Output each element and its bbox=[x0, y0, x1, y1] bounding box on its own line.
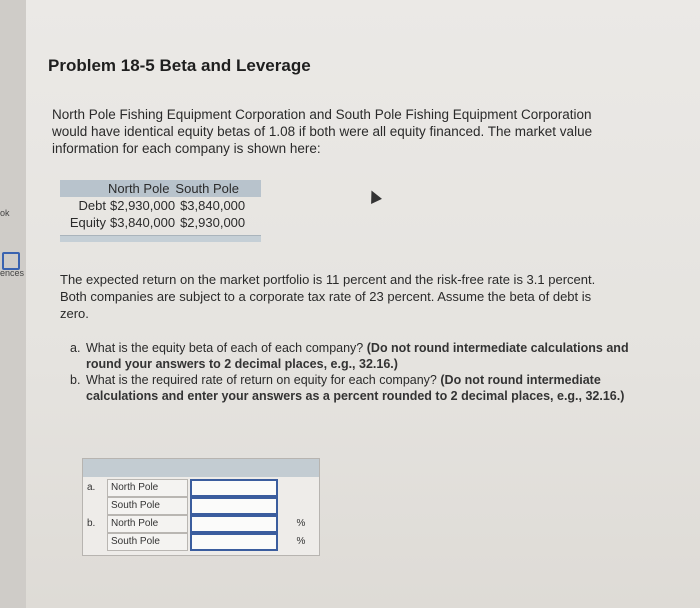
question-b-instruction: (Do not round intermediate calculations and enter your answers as a percent rounded to 2 decimal places, e.g., 32.16.) bbox=[86, 373, 625, 403]
answer-row bbox=[83, 479, 319, 497]
debt-south: $3,840,000 bbox=[180, 198, 246, 213]
answer-table bbox=[82, 458, 320, 556]
market-value-table bbox=[60, 180, 261, 242]
part-label bbox=[83, 497, 107, 515]
unit-label bbox=[290, 479, 312, 497]
answer-row bbox=[83, 515, 319, 533]
table-bottom-bar bbox=[60, 235, 261, 242]
answer-input-b-north[interactable] bbox=[190, 515, 278, 533]
company-label: South Pole bbox=[107, 497, 188, 515]
market-row-equity bbox=[60, 214, 261, 231]
answer-row bbox=[83, 533, 319, 551]
part-label: a. bbox=[87, 482, 96, 493]
sidebar-label-ok[interactable]: ok bbox=[0, 208, 10, 218]
market-row-debt bbox=[60, 197, 261, 214]
sidebar-label-ences[interactable]: ences bbox=[0, 268, 25, 278]
company-label: North Pole bbox=[107, 479, 188, 497]
company-label: North Pole bbox=[107, 515, 188, 533]
answer-input-a-north[interactable] bbox=[190, 479, 278, 497]
question-a-text: What is the equity beta of each of each company? bbox=[86, 341, 364, 355]
debt-north: $2,930,000 bbox=[110, 198, 176, 213]
header-north-pole: North Pole bbox=[108, 181, 170, 196]
market-table-header bbox=[60, 180, 261, 197]
percent-label: % bbox=[296, 518, 306, 529]
problem-title: Problem 18-5 Beta and Leverage bbox=[48, 56, 311, 75]
question-marker: a. bbox=[70, 341, 81, 355]
mouse-cursor-icon bbox=[366, 188, 382, 204]
row-label: Debt bbox=[78, 198, 106, 213]
answer-table-header bbox=[83, 459, 319, 477]
part-label bbox=[83, 533, 107, 551]
unit-label bbox=[290, 497, 312, 515]
problem-intro: North Pole Fishing Equipment Corporation and South Pole Fishing Equipment Corporation would have identical equity betas of 1.08 if both were all equity financed. The market value information for each company is shown here: bbox=[52, 107, 593, 156]
problem-page bbox=[26, 0, 700, 608]
question-b bbox=[70, 372, 630, 404]
company-label: South Pole bbox=[107, 533, 188, 551]
question-a bbox=[70, 340, 630, 372]
part-label: b. bbox=[87, 518, 96, 529]
percent-label: % bbox=[296, 536, 306, 547]
left-sidebar-strip bbox=[0, 0, 27, 608]
row-label: Equity bbox=[69, 215, 106, 230]
answer-input-a-south[interactable] bbox=[190, 497, 278, 515]
header-south-pole: South Pole bbox=[175, 181, 240, 196]
questions-list bbox=[70, 340, 630, 404]
equity-south: $2,930,000 bbox=[180, 215, 246, 230]
question-a-instruction: (Do not round intermediate calculations and round your answers to 2 decimal places, e.g., 32.16.) bbox=[86, 341, 629, 371]
problem-details: The expected return on the market portfolio is 11 percent and the risk-free rate is 3.1 percent. Both companies are subject to a corporate tax rate of 23 percent. Assume the beta of debt is zero. bbox=[60, 272, 596, 321]
answer-row bbox=[83, 497, 319, 515]
question-marker: b. bbox=[70, 373, 81, 387]
question-b-text: What is the required rate of return on equity for each company? bbox=[86, 373, 437, 387]
equity-north: $3,840,000 bbox=[110, 215, 176, 230]
answer-input-b-south[interactable] bbox=[190, 533, 278, 551]
